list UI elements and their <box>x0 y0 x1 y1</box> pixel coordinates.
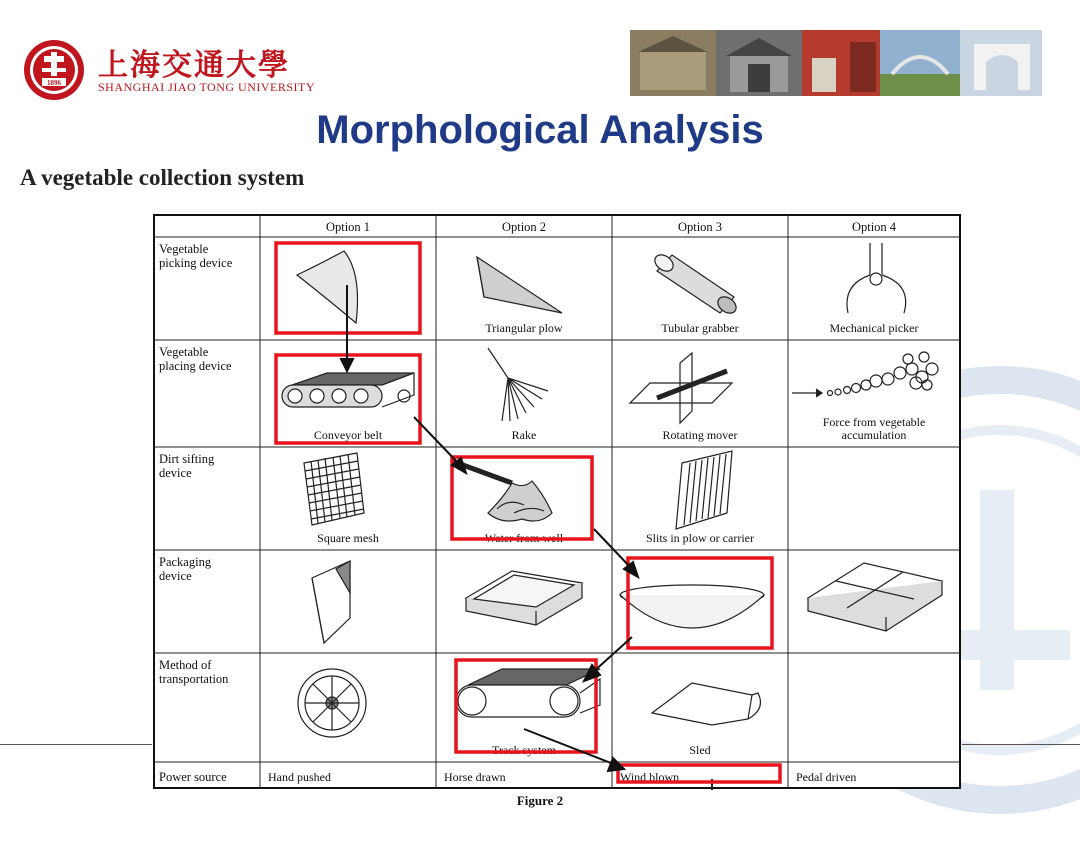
option-label: accumulation <box>841 428 907 442</box>
row-label-2: Vegetable <box>159 345 209 359</box>
option-label: Rake <box>511 428 537 442</box>
row-label-4: device <box>159 569 192 583</box>
slide-subtitle: A vegetable collection system <box>20 165 305 190</box>
option-label: Mechanical picker <box>829 321 919 335</box>
square-mesh-drawing <box>304 453 364 525</box>
row-label-1: picking device <box>159 256 233 270</box>
university-name-cn: 上海交通大學 <box>98 48 290 83</box>
morphological-chart <box>152 213 962 790</box>
row-label-1: Vegetable <box>159 242 209 256</box>
campus-photo-strip <box>630 30 1042 96</box>
figure-caption: Figure 2 <box>516 793 564 808</box>
option-label: Pedal driven <box>796 770 857 784</box>
option-label: Wind blown <box>620 770 680 784</box>
row-label-5: Method of <box>159 658 212 672</box>
footer-divider-left <box>0 744 152 745</box>
option-label: Water from well <box>484 531 564 545</box>
option-label: Horse drawn <box>444 770 506 784</box>
row-label-5: transportation <box>159 672 229 686</box>
footer-divider-right <box>962 744 1080 745</box>
option-label: Tubular grabber <box>661 321 739 335</box>
column-header-1: Option 1 <box>325 220 371 234</box>
option-label: Track system <box>492 743 556 757</box>
option-label: Hand pushed <box>268 770 331 784</box>
option-label: Square mesh <box>317 531 379 545</box>
column-header-3: Option 3 <box>677 220 723 234</box>
column-header-4: Option 4 <box>851 220 897 234</box>
row-label-4: Packaging <box>159 555 212 569</box>
row-label-3: Dirt sifting <box>159 452 215 466</box>
row-label-3: device <box>159 466 192 480</box>
seal-year: 1896 <box>47 79 61 87</box>
university-name-en: SHANGHAI JIAO TONG UNIVERSITY <box>98 80 316 94</box>
option-label: Sled <box>689 743 711 757</box>
option-label: Slits in plow or carrier <box>646 531 754 545</box>
row-label-6: Power source <box>159 770 227 784</box>
option-label: Force from vegetable <box>822 415 926 429</box>
university-logo <box>22 38 322 100</box>
university-seal-icon <box>22 38 86 102</box>
option-label: Triangular plow <box>485 321 563 335</box>
row-label-2: placing device <box>159 359 232 373</box>
wheel-drawing <box>298 669 366 737</box>
option-label: Rotating mover <box>662 428 738 442</box>
column-header-2: Option 2 <box>501 220 547 234</box>
slide-title: Morphological Analysis <box>316 108 764 152</box>
option-label: Conveyor belt <box>313 428 383 442</box>
